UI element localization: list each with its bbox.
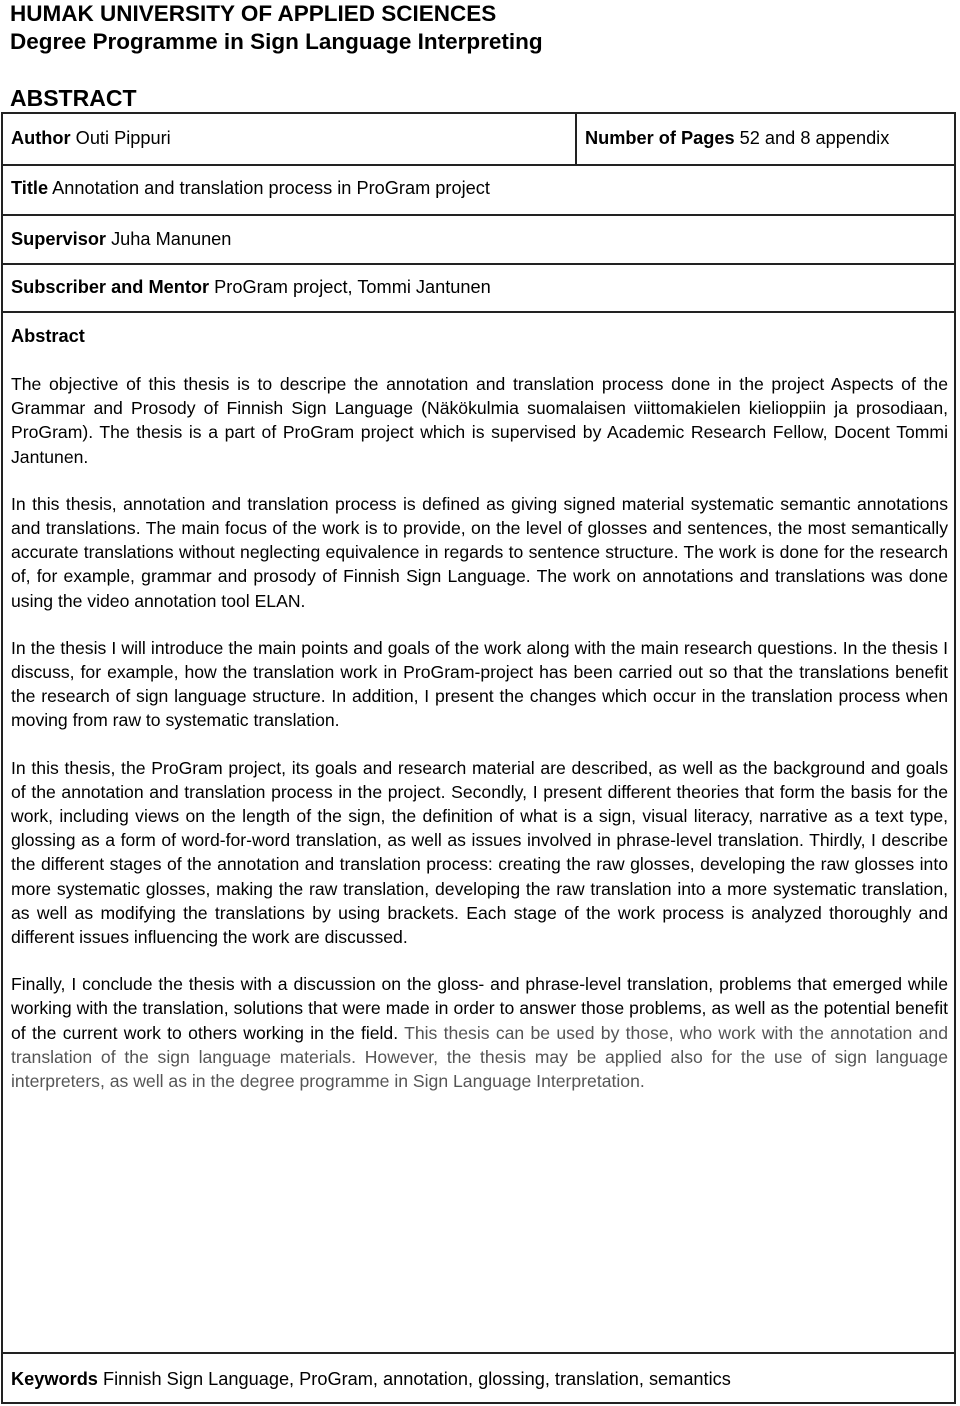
abstract-label: Abstract <box>11 326 85 346</box>
abstract-paragraph-5 <box>11 972 948 1093</box>
keywords-label: Keywords <box>11 1369 98 1389</box>
abstract-body <box>11 372 948 1116</box>
keywords-cell <box>3 1354 954 1404</box>
abstract-paragraph-3: In the thesis I will introduce the main points and goals of the work along with the main research questions. In the thesis I discuss, for example, how the translation work in ProGram-project has been carried out so that the translations benefit the research of sign language structure. In addition, I present the changes which occur in the translation process when moving from raw to systematic translation. <box>11 637 948 731</box>
title-row <box>3 166 954 216</box>
supervisor-value: Juha Manunen <box>111 229 232 249</box>
degree-programme: Degree Programme in Sign Language Interpreting <box>10 29 543 54</box>
author-cell <box>3 114 577 164</box>
abstract-paragraph-1: The objective of this thesis is to descripe the annotation and translation process done in the project Aspects of the Grammar and Prosody of Finnish Sign Language (Näkökulmia suomalaisen viittomakielen kielioppiin ja prosodiaan, ProGram). The thesis is a part of ProGram project which is supervised by Academic Research Fellow, Docent Tommi Jantunen. <box>11 374 948 467</box>
subscriber-value: ProGram project, Tommi Jantunen <box>214 277 491 297</box>
abstract-paragraph-5-main: Finally, I conclude the thesis with a discussion on the gloss- and phrase-level translation, problems that emerged while working with the translation, solutions that were made in order to answer those problems, as well as the potential benefit of the current work to others working in the field. <box>11 974 948 1043</box>
pages-label: Number of Pages <box>585 128 735 148</box>
subscriber-label: Subscriber and Mentor <box>11 277 210 297</box>
university-name: HUMAK UNIVERSITY OF APPLIED SCIENCES <box>10 1 497 26</box>
document-header <box>10 0 543 56</box>
author-label: Author <box>11 128 71 148</box>
abstract-paragraph-4: In this thesis, the ProGram project, its goals and research material are described, as well as the background and goals of the annotation and translation process in the project. Secondly, I present different theories that form the basis for the work, including views on the length of the sign, the definition of what is a sign, visual literacy, narrative as a text type, glossing as a form of word-for-word translation, as well as issues involved in phrase-level translation. Thirdly, I describe the different stages of the annotation and translation process: creating the raw glosses, developing the raw glosses into more systematic glosses, making the raw translation, developing the raw translation into a more systematic translation, as well as modifying the translations by using brackets. Each stage of the work process is analyzed thoroughly and different issues influencing the work are discussed. <box>11 757 948 948</box>
abstract-paragraph-5-gray: This thesis can be used by those, who work with the annotation and translation of the sign language materials. However, the thesis may be applied also for the use of sign language interpreters, as well as in the degree programme in Sign Language Interpretation. <box>11 1022 948 1092</box>
pages-cell <box>577 114 954 164</box>
title-cell <box>3 166 954 214</box>
abstract-heading: ABSTRACT <box>10 85 137 111</box>
abstract-form <box>1 112 956 1404</box>
subscriber-cell <box>3 265 954 311</box>
supervisor-cell <box>3 216 954 263</box>
pages-value: 52 and 8 appendix <box>739 128 890 148</box>
keywords-row <box>3 1354 954 1404</box>
title-value: Annotation and translation process in ProGram project <box>52 178 490 198</box>
author-value: Outi Pippuri <box>75 128 171 148</box>
keywords-value: Finnish Sign Language, ProGram, annotation, glossing, translation, semantics <box>103 1369 731 1389</box>
abstract-paragraph-2: In this thesis, annotation and translation process is defined as giving signed material systematic semantic annotations and translations. The main focus of the work is to provide, on the level of glosses and sentences, the most semantically accurate translations without neglecting equivalence in regards to sentence structure. The work is done for the research of, for example, grammar and prosody of Finnish Sign Language. The work on annotations and translations was done using the video annotation tool ELAN. <box>11 493 948 611</box>
title-label: Title <box>11 178 49 198</box>
subscriber-row <box>3 265 954 313</box>
supervisor-label: Supervisor <box>11 229 107 249</box>
supervisor-row <box>3 216 954 265</box>
author-row <box>3 114 954 166</box>
abstract-row <box>3 313 954 1354</box>
